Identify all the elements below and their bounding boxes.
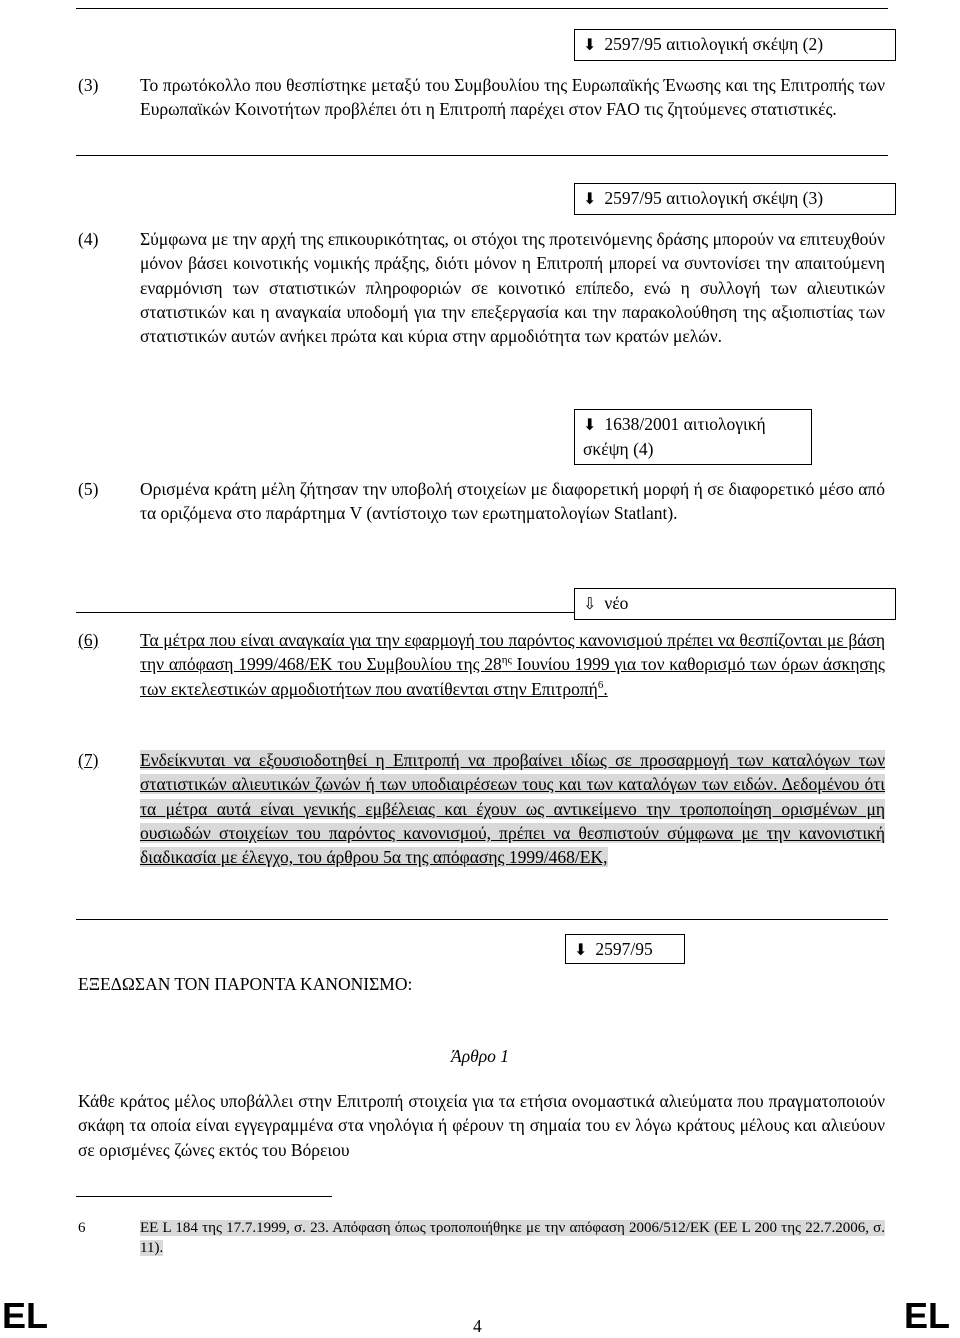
- outline-arrow-down-icon: ⇩: [583, 594, 597, 613]
- source-reference-box: [574, 409, 812, 465]
- source-reference-text: σκέψη (4): [583, 439, 654, 459]
- source-reference-text: 2597/95 αιτιολογική σκέψη (2): [604, 34, 824, 54]
- footnote-separator: [76, 1196, 332, 1197]
- language-code-right: EL: [904, 1295, 951, 1336]
- arrow-down-icon: ⬇: [574, 940, 588, 959]
- recital-text: Ορισμένα κράτη μέλη ζήτησαν την υποβολή στοιχείων με διαφορετική μορφή ή σε διαφορετικό μέσο από τα οριζόμενα στο παράρτημα V (αντίστοιχο των ερωτηματολογίων Statlant).: [140, 479, 885, 524]
- new-text-label: νέο: [604, 593, 629, 613]
- recital-text-part: Τα μέτρα που είναι αναγκαία για την εφαρμογή του παρόντος κανονισμού πρέπει να θεσπίζονται με βάση την απόφαση 1999/468/ΕΚ του Συμβουλίου της 28: [140, 630, 885, 675]
- arrow-down-icon: ⬇: [583, 35, 597, 54]
- footnote-text: [140, 1218, 885, 1258]
- arrow-down-icon: ⬇: [583, 189, 597, 208]
- article-text: Κάθε κράτος μέλος υποβάλλει στην Επιτροπή στοιχεία για τα ετήσια ονομαστικά αλιεύματα που πραγματοποιούν σκάφη τα οποία είναι εγγεγραμμένα στα νηολόγια ή φέρουν τη σημαία του εν λόγω κράτους μέλους και αλιεύουν σε ορισμένες ζώνες εκτός του Βόρειου: [78, 1091, 885, 1160]
- new-text-box: [574, 588, 896, 620]
- recital-text-part: Ιουνίου 1999 για τον καθορισμό των όρων άσκησης των εκτελεστικών αρμοδιοτήτων που ανατίθενται στην Επιτροπή: [140, 654, 885, 699]
- source-reference-box: [574, 29, 896, 61]
- recital-text-highlighted: Ενδείκνυται να εξουσιοδοτηθεί η Επιτροπή να προβαίνει ιδίως σε προσαρμογή των καταλόγων των στατιστικών αλιευτικών ζωνών ή των υποδιαιρέσεων τους και των καταλόγων των ειδών. Δεδομένου ότι τα μέτρα αυτά είναι γενικής εμβέλειας και έχουν ως αντικείμενο την τροποποίηση ορισμένων μη ουσιωδών στοιχείων του παρόντος κανονισμού, πρέπει να θεσπιστούν σύμφωνα με την κανονιστική διαδικασία με έλεγχο, του άρθρου 5α της απόφασης 1999/468/ΕΚ,: [140, 750, 885, 868]
- footnote-number: 6: [78, 1220, 86, 1236]
- ordinal-suffix: ης: [501, 654, 512, 667]
- recital-number: (6): [78, 630, 99, 650]
- recital-text: [140, 748, 885, 869]
- recital-text: Το πρωτόκολλο που θεσπίστηκε μεταξύ του Συμβουλίου της Ευρωπαϊκής Ένωσης και της Επιτροπής των Ευρωπαϊκών Κοινοτήτων προβλέπει ότι η Επιτροπή παρέχει στον FAO τις ζητούμενες στατιστικές.: [140, 75, 885, 120]
- footnote-text-highlighted: ΕΕ L 184 της 17.7.1999, σ. 23. Απόφαση όπως τροποποιήθηκε με την απόφαση 2006/512/ΕΚ (ΕΕ L 200 της 22.7.2006, σ. 11).: [140, 1220, 885, 1256]
- recital-text-part: .: [603, 678, 608, 699]
- footnote-reference[interactable]: 6: [597, 678, 604, 691]
- top-rule: [76, 8, 888, 9]
- enacting-formula: ΕΞΕΔΩΣΑΝ ΤΟΝ ΠΑΡΟΝΤΑ ΚΑΝΟΝΙΣΜΟ:: [78, 974, 413, 994]
- source-reference-text: 2597/95 αιτιολογική σκέψη (3): [604, 188, 824, 208]
- recital-number: (5): [78, 479, 99, 499]
- recital-text: Σύμφωνα με την αρχή της επικουρικότητας, οι στόχοι της προτεινόμενης δράσης μπορούν να επιτευχθούν μόνον βάσει κοινοτικής νομικής πράξης, διότι μόνον η Επιτροπή μπορεί να συντονίσει την απαιτούμενη εναρμόνιση των στατιστικών πληροφοριών σε κοινοτικό επίπεδο, ενώ η συλλογή των αλιευτικών στατιστικών και η αναγκαία υποδομή για την επεξεργασία και την παρακολούθηση της αξιοπιστίας των στατιστικών αυτών ανήκει πρώτα και κύρια στην αρμοδιότητα των κρατών μελών.: [140, 229, 885, 347]
- recital-number: (7): [78, 750, 99, 770]
- recital-number: (3): [78, 75, 99, 95]
- section-rule: [76, 919, 888, 920]
- source-reference-text: 1638/2001 αιτιολογική: [604, 414, 766, 434]
- language-code-left: EL: [2, 1295, 49, 1336]
- section-rule: [76, 155, 888, 156]
- page-number: 4: [473, 1316, 482, 1336]
- recital-number: (4): [78, 229, 99, 249]
- source-reference-box: [574, 183, 896, 215]
- article-title: Άρθρο 1: [451, 1046, 509, 1066]
- source-reference-text: 2597/95: [595, 939, 653, 959]
- recital-text: [140, 628, 885, 701]
- source-reference-box: [565, 934, 685, 964]
- arrow-down-icon: ⬇: [583, 415, 597, 434]
